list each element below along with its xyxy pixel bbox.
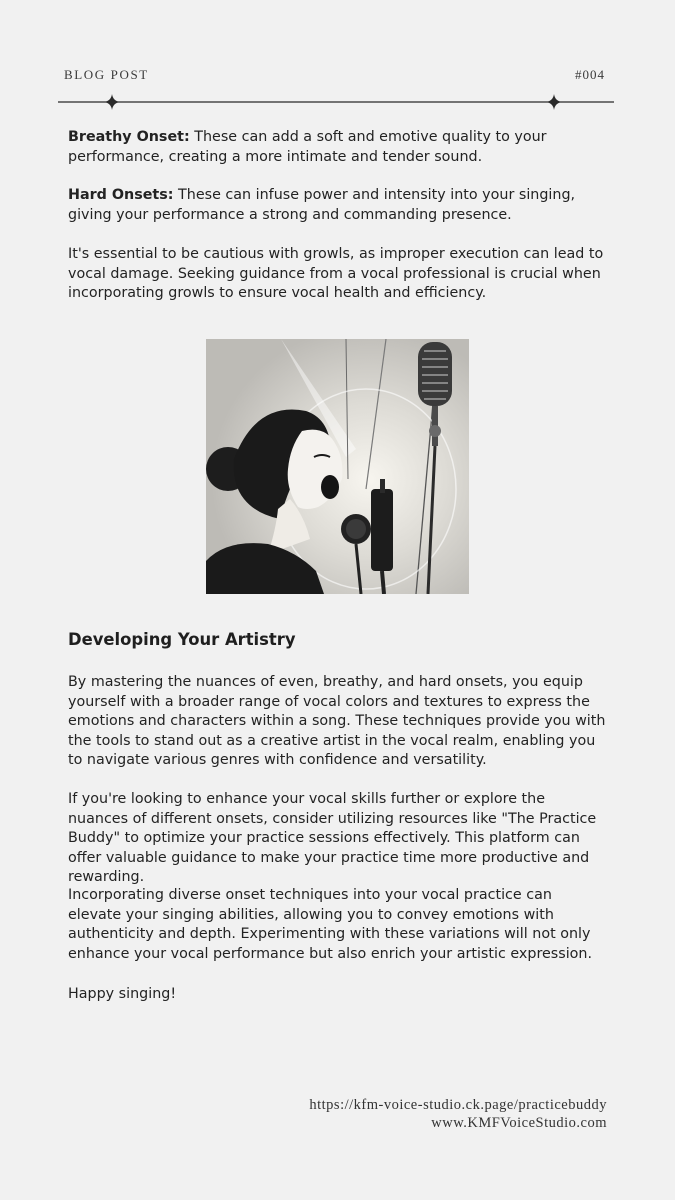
studio-website-link[interactable]: www.KMFVoiceStudio.com	[431, 1115, 607, 1131]
practice-buddy-link[interactable]: https://kfm-voice-studio.ck.page/practicebuddy	[309, 1097, 607, 1113]
section-title: Developing Your Artistry	[68, 630, 296, 649]
artistry-text-3: Incorporating diverse onset techniques into your vocal practice can elevate your singing abilities, allowing you to convey emotions with authenticity and depth. Experimenting with these variations will not only enhance your vocal performance but also enrich your artistic expression.	[68, 887, 593, 962]
artistry-text-1: By mastering the nuances of even, breathy, and hard onsets, you equip yourself with a broader range of vocal colors and textures to express the emotions and characters within a song. These techniques provide you with the tools to stand out as a creative artist in the vocal realm, enabling you to navigate various genres with confidence and versatility.	[68, 674, 606, 769]
sparkle-icon	[546, 94, 562, 110]
hard-onset-text: These can infuse power and intensity into your singing, giving your performance a strong and commanding presence.	[68, 187, 576, 223]
header-divider	[58, 92, 614, 112]
hard-onset-title: Hard Onsets:	[68, 187, 174, 203]
artistry-paragraph-3	[68, 886, 608, 964]
caution-text: It's essential to be cautious with growls, as improper execution can lead to vocal damage. Seeking guidance from a vocal professional is crucial when incorporating growls to ensure vocal health and efficiency.	[68, 246, 604, 302]
artistry-paragraph-2	[68, 790, 608, 888]
artistry-text-2: If you're looking to enhance your vocal skills further or explore the nuances of different onsets, consider utilizing resources like "The Practice Buddy" to optimize your practice sessions effectively. This platform can offer valuable guidance to make your practice time more productive and rewarding.	[68, 791, 597, 886]
closing-line	[68, 985, 608, 1005]
closing-text: Happy singing!	[68, 986, 177, 1002]
sparkle-icon	[104, 94, 120, 110]
singer-illustration	[206, 339, 469, 594]
header-label: BLOG POST	[64, 67, 149, 82]
post-number: #004	[575, 67, 605, 82]
breathy-onset-paragraph	[68, 128, 608, 167]
hard-onset-paragraph	[68, 186, 608, 225]
artistry-paragraph-1	[68, 673, 608, 771]
caution-paragraph	[68, 245, 608, 304]
breathy-onset-title: Breathy Onset:	[68, 129, 190, 145]
breathy-onset-text: These can add a soft and emotive quality to your performance, creating a more intimate and tender sound.	[68, 129, 547, 165]
